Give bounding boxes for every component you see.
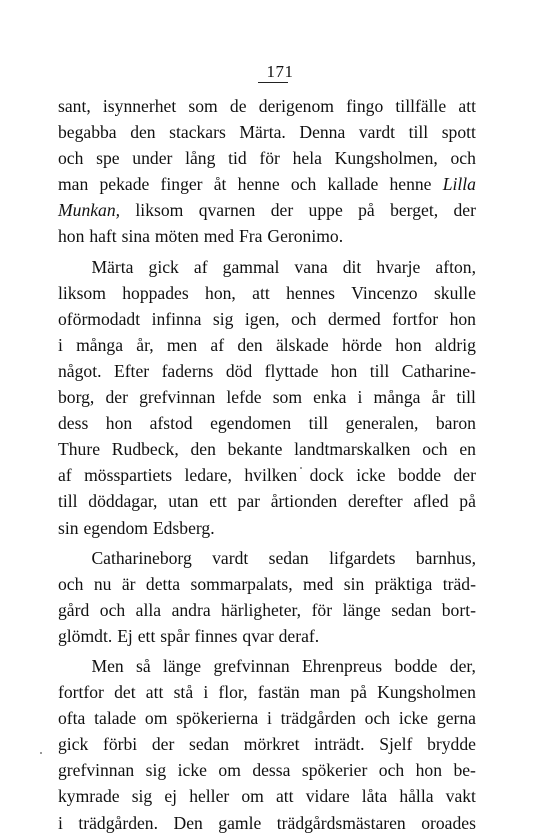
word: Denna bbox=[299, 122, 346, 143]
word: afled bbox=[413, 491, 449, 512]
word: afton, bbox=[435, 256, 476, 277]
word: Rudbeck, bbox=[111, 439, 179, 460]
word: till bbox=[58, 491, 78, 512]
word: om bbox=[241, 786, 264, 807]
word: bort- bbox=[441, 599, 476, 620]
paper-speck bbox=[300, 467, 302, 469]
word: sedan bbox=[268, 547, 309, 568]
word: hvilken bbox=[244, 465, 298, 486]
word: talade bbox=[94, 708, 137, 729]
word: och bbox=[364, 708, 391, 729]
word: man bbox=[58, 174, 89, 195]
word: Thure bbox=[58, 439, 101, 460]
paper-speck bbox=[40, 752, 42, 754]
word: hoppades bbox=[122, 282, 189, 303]
text-line bbox=[58, 597, 476, 623]
word: berget, bbox=[390, 200, 439, 221]
word: hon, bbox=[205, 282, 236, 303]
word: sedan bbox=[391, 599, 432, 620]
word: sommarpalats, bbox=[190, 573, 293, 594]
word: spökerier bbox=[301, 760, 368, 781]
word: nu bbox=[93, 573, 112, 594]
word: spott bbox=[441, 122, 476, 143]
word: Sjelf bbox=[379, 734, 413, 755]
word: förbi bbox=[102, 734, 138, 755]
text-line bbox=[58, 488, 476, 514]
word: pekade bbox=[99, 174, 150, 195]
word: deraf. bbox=[278, 625, 320, 646]
word: infinna bbox=[151, 308, 202, 329]
word: Kungsholmen bbox=[377, 682, 476, 703]
word: länge bbox=[342, 599, 381, 620]
word: flor, bbox=[218, 682, 248, 703]
word: är bbox=[121, 573, 136, 594]
word: Fra bbox=[238, 226, 263, 247]
word: tillfälle bbox=[395, 96, 447, 116]
word: oförmodadt bbox=[58, 308, 141, 329]
word: hon bbox=[330, 360, 358, 381]
text-line bbox=[58, 705, 476, 731]
word: präktiga bbox=[374, 573, 433, 594]
text-line bbox=[58, 119, 476, 145]
word: Geronimo. bbox=[267, 226, 344, 247]
word: i bbox=[203, 682, 209, 703]
text-line bbox=[58, 145, 476, 171]
word: på bbox=[358, 200, 375, 221]
word: och bbox=[378, 760, 405, 781]
word: Efter bbox=[113, 360, 150, 381]
word: vakt bbox=[445, 786, 476, 807]
word: bodde bbox=[394, 655, 438, 676]
word: något. bbox=[58, 360, 102, 381]
word: andra bbox=[171, 599, 211, 620]
word: att bbox=[145, 682, 164, 703]
text-line bbox=[58, 332, 476, 358]
word: hon bbox=[395, 334, 422, 355]
word: uppe bbox=[308, 200, 343, 221]
word: inträdt. bbox=[314, 734, 365, 755]
word: träd- bbox=[442, 573, 476, 594]
word: många bbox=[373, 387, 421, 408]
word: hela bbox=[292, 148, 322, 169]
word: döddagar, bbox=[88, 491, 158, 512]
word: der, bbox=[449, 655, 476, 676]
text-line bbox=[58, 462, 476, 488]
word: Märta bbox=[91, 256, 134, 277]
word: den bbox=[130, 122, 156, 143]
word: bekante bbox=[227, 439, 283, 460]
word: i bbox=[58, 334, 63, 355]
word: att bbox=[458, 96, 476, 116]
text-line bbox=[58, 384, 476, 410]
word: af bbox=[58, 465, 72, 486]
word: för bbox=[311, 599, 333, 620]
word: hon bbox=[449, 308, 476, 329]
word: kymrade bbox=[58, 786, 120, 807]
word: generalen, bbox=[345, 413, 419, 434]
word: landtmarskalken bbox=[294, 439, 411, 460]
text-line bbox=[58, 280, 476, 306]
word: grefvinnan bbox=[58, 760, 135, 781]
word: hon bbox=[415, 760, 442, 781]
word: gård bbox=[58, 599, 90, 620]
word: dock bbox=[309, 465, 344, 486]
word: borg, bbox=[58, 387, 95, 408]
word: hon bbox=[105, 413, 133, 434]
word: grefvinnan bbox=[139, 387, 216, 408]
word: sin bbox=[58, 517, 79, 538]
word: der bbox=[270, 200, 294, 221]
word: ett bbox=[209, 491, 227, 512]
word: vidare bbox=[305, 786, 350, 807]
word: grefvinnan bbox=[213, 655, 290, 676]
word: haft bbox=[89, 226, 117, 247]
word: Catharineborg bbox=[91, 547, 192, 568]
word: brydde bbox=[427, 734, 476, 755]
word: stackars bbox=[169, 122, 226, 143]
word: utan bbox=[168, 491, 199, 512]
word: den bbox=[237, 334, 263, 355]
word: för bbox=[259, 148, 280, 169]
text-line bbox=[58, 731, 476, 757]
word: trädgårdsmästaren bbox=[276, 812, 406, 833]
text-line bbox=[58, 545, 476, 571]
word: fastän bbox=[257, 682, 300, 703]
word: ej bbox=[164, 786, 178, 807]
word: trädgården. bbox=[78, 812, 158, 833]
word: ledare, bbox=[184, 465, 232, 486]
word: qvarnen bbox=[198, 200, 256, 221]
word: finnes bbox=[194, 625, 238, 646]
word: faderns bbox=[161, 360, 214, 381]
body-text bbox=[58, 93, 476, 836]
word: ofta bbox=[58, 708, 86, 729]
word: der bbox=[151, 734, 175, 755]
word: skulle bbox=[433, 282, 476, 303]
word: låta bbox=[361, 786, 388, 807]
word: der bbox=[453, 200, 476, 221]
word: af bbox=[193, 256, 208, 277]
word: egendomen bbox=[210, 413, 292, 434]
word: men bbox=[166, 334, 198, 355]
word: par bbox=[237, 491, 261, 512]
word: hvarje bbox=[376, 256, 421, 277]
word: der bbox=[105, 387, 128, 408]
word: trädgården bbox=[280, 708, 356, 729]
word: detta bbox=[145, 573, 181, 594]
text-line bbox=[58, 410, 476, 436]
word: icke bbox=[356, 465, 386, 486]
word: som bbox=[272, 387, 303, 408]
word: hålla bbox=[399, 786, 434, 807]
word: år bbox=[431, 387, 446, 408]
word: under bbox=[132, 148, 173, 169]
word: spår bbox=[160, 625, 190, 646]
word: länge bbox=[163, 655, 202, 676]
word: mörkret bbox=[243, 734, 300, 755]
word: dess bbox=[58, 413, 89, 434]
text-line bbox=[58, 623, 476, 649]
word: igen, bbox=[244, 308, 280, 329]
word: älskade bbox=[275, 334, 329, 355]
word: sina bbox=[121, 226, 150, 247]
text-line bbox=[58, 223, 476, 249]
word: så bbox=[136, 655, 151, 676]
word: sig bbox=[131, 786, 153, 807]
word: dit bbox=[342, 256, 362, 277]
text-line bbox=[58, 306, 476, 332]
text-line bbox=[58, 171, 476, 197]
word: fortfor bbox=[392, 308, 439, 329]
word: sig bbox=[212, 308, 234, 329]
word: henne bbox=[237, 174, 280, 195]
word: barnhus, bbox=[415, 547, 476, 568]
word: vana bbox=[294, 256, 328, 277]
word: det bbox=[114, 682, 136, 703]
word: flyttade bbox=[264, 360, 319, 381]
text-line bbox=[58, 358, 476, 384]
word: vardt bbox=[212, 547, 249, 568]
word: vardt bbox=[358, 122, 396, 143]
text-line bbox=[58, 810, 476, 836]
word: henne bbox=[389, 174, 432, 195]
word: oroades bbox=[421, 812, 476, 833]
word: Kungsholmen, bbox=[334, 148, 438, 169]
word: stå bbox=[173, 682, 194, 703]
text-line bbox=[58, 783, 476, 809]
word: Munkan, bbox=[58, 200, 121, 221]
word: gick bbox=[58, 734, 89, 755]
word: derigenom bbox=[258, 96, 334, 116]
word: sin bbox=[343, 573, 365, 594]
word: Lilla bbox=[442, 174, 476, 195]
word: sig bbox=[145, 760, 167, 781]
word: gick bbox=[148, 256, 179, 277]
word: Edsberg. bbox=[152, 517, 215, 538]
word: på bbox=[459, 491, 476, 512]
word: i bbox=[58, 812, 63, 833]
word: spe bbox=[96, 148, 120, 169]
word: lång bbox=[185, 148, 216, 169]
word: egendom bbox=[83, 517, 148, 538]
word: de bbox=[229, 96, 247, 116]
word: hennes bbox=[286, 282, 335, 303]
word: liksom bbox=[135, 200, 184, 221]
word: afstod bbox=[149, 413, 193, 434]
word: alla bbox=[135, 599, 162, 620]
text-line bbox=[58, 571, 476, 597]
word: qvar bbox=[242, 625, 274, 646]
text-line bbox=[58, 515, 476, 541]
word: bodde bbox=[398, 465, 442, 486]
word: Catharine- bbox=[401, 360, 476, 381]
word: på bbox=[350, 682, 367, 703]
word: att bbox=[252, 282, 270, 303]
word: heller bbox=[189, 786, 230, 807]
word: hörde bbox=[341, 334, 383, 355]
word: sant, bbox=[58, 96, 91, 116]
word: glömdt. bbox=[58, 625, 113, 646]
word: till bbox=[456, 387, 476, 408]
word: finger bbox=[160, 174, 203, 195]
word: den bbox=[190, 439, 216, 460]
word: kallade bbox=[327, 174, 379, 195]
word: till bbox=[308, 413, 329, 434]
word: sedan bbox=[189, 734, 230, 755]
word: och bbox=[58, 148, 84, 169]
word: derefter bbox=[347, 491, 403, 512]
word: aldrig bbox=[434, 334, 476, 355]
word: åt bbox=[213, 174, 227, 195]
word: härligheter, bbox=[221, 599, 302, 620]
word: Vincenzo bbox=[351, 282, 418, 303]
word: gammal bbox=[222, 256, 280, 277]
word: icke bbox=[398, 708, 429, 729]
word: dermed bbox=[327, 308, 381, 329]
word: gamle bbox=[218, 812, 262, 833]
word: Den bbox=[173, 812, 203, 833]
text-line bbox=[58, 757, 476, 783]
word: be- bbox=[453, 760, 476, 781]
word: med bbox=[303, 573, 334, 594]
word: enka bbox=[313, 387, 347, 408]
page-number: 171 bbox=[266, 62, 294, 81]
word: årtionden bbox=[270, 491, 338, 512]
word: Ej bbox=[117, 625, 133, 646]
word: mösspartiets bbox=[84, 465, 173, 486]
word: till bbox=[408, 122, 429, 143]
word: af bbox=[210, 334, 225, 355]
text-line bbox=[58, 679, 476, 705]
word: och bbox=[99, 599, 126, 620]
word: och bbox=[291, 308, 317, 329]
word: gerna bbox=[436, 708, 476, 729]
word: ett bbox=[137, 625, 156, 646]
word: i bbox=[266, 708, 272, 729]
word: och bbox=[290, 174, 317, 195]
word: med bbox=[203, 226, 235, 247]
word: död bbox=[225, 360, 253, 381]
word: i bbox=[357, 387, 363, 408]
text-line bbox=[58, 93, 476, 119]
word: Men bbox=[91, 655, 124, 676]
word: tid bbox=[228, 148, 247, 169]
word: begabba bbox=[58, 122, 117, 143]
word: fingo bbox=[346, 96, 384, 116]
word: liksom bbox=[58, 282, 106, 303]
word: till bbox=[369, 360, 390, 381]
word: der bbox=[453, 465, 476, 486]
word: spökerierna bbox=[176, 708, 259, 729]
word: fortfor bbox=[58, 682, 104, 703]
word: baron bbox=[435, 413, 476, 434]
word: man bbox=[309, 682, 341, 703]
word: år, bbox=[136, 334, 154, 355]
word: och bbox=[58, 573, 84, 594]
text-line bbox=[58, 653, 476, 679]
word: och bbox=[422, 439, 448, 460]
word: att bbox=[275, 786, 294, 807]
word: icke bbox=[177, 760, 207, 781]
word: en bbox=[459, 439, 476, 460]
word: många bbox=[76, 334, 124, 355]
word: hon bbox=[58, 226, 85, 247]
word: möten bbox=[154, 226, 199, 247]
word: lifgardets bbox=[329, 547, 396, 568]
word: om bbox=[218, 760, 241, 781]
text-line bbox=[58, 197, 476, 223]
word: och bbox=[450, 148, 476, 169]
text-line bbox=[58, 436, 476, 462]
page-number-underline bbox=[258, 82, 288, 83]
text-line bbox=[58, 254, 476, 280]
word: dessa bbox=[252, 760, 291, 781]
word: som bbox=[188, 96, 218, 116]
word: om bbox=[144, 708, 168, 729]
word: lefde bbox=[226, 387, 262, 408]
word: Ehrenpreus bbox=[301, 655, 383, 676]
word: isynnerhet bbox=[102, 96, 177, 116]
word: Märta. bbox=[239, 122, 286, 143]
